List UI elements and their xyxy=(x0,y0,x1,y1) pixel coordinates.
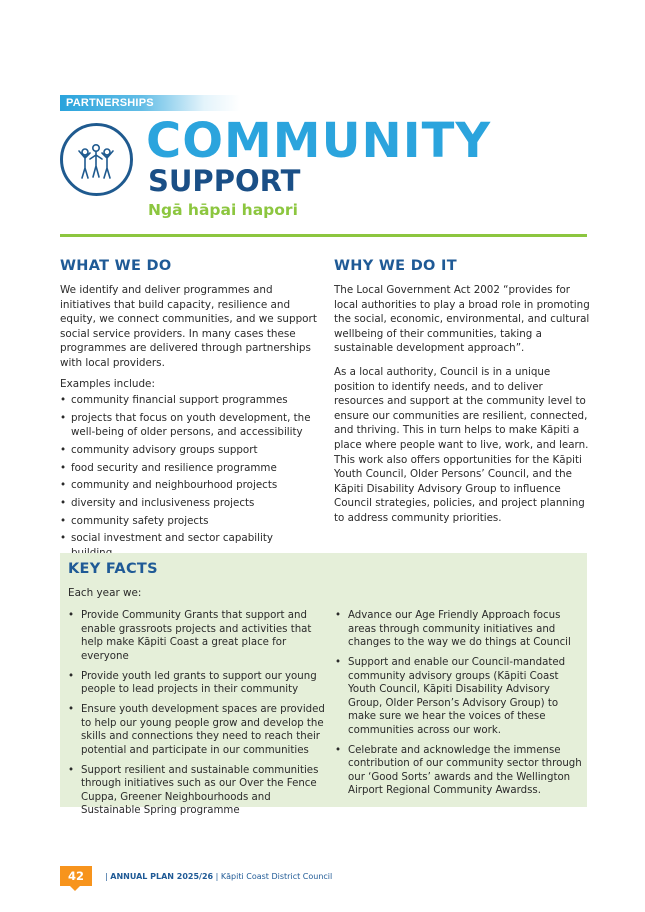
footer-separator: | xyxy=(215,872,219,881)
list-item: • community financial support programmes xyxy=(60,393,320,407)
section-tag: PARTNERSHIPS xyxy=(60,95,240,111)
footer-text xyxy=(105,872,332,881)
list-item: • Support and enable our Council-mandated community advisory groups (Kāpiti Coast Youth Council, Kāpiti Disability Advisory Group, Older Person’s Advisory Group) to make sure we hear the voices of these communities across our work. xyxy=(335,656,583,737)
what-we-do-heading: WHAT WE DO xyxy=(60,258,172,274)
page-subtitle: SUPPORT xyxy=(148,164,301,198)
footer-separator: | xyxy=(105,872,108,881)
key-facts-intro: Each year we: xyxy=(68,587,142,599)
why-paragraph-1: The Local Government Act 2002 “provides for local authorities to play a broad role in promoting the social, economic, environmental, and cultural wellbeing of their communities, taking a sustainable development approach”. xyxy=(334,284,590,355)
key-facts-left-column xyxy=(68,609,326,824)
people-celebrating-icon xyxy=(60,123,133,196)
examples-list xyxy=(60,393,320,560)
list-item: • projects that focus on youth development, the well-being of older persons, and accessibility xyxy=(60,411,320,440)
list-item: • Provide Community Grants that support and enable grassroots projects and activities that help make Kāpiti Coast a great place for everyone xyxy=(68,609,326,663)
why-paragraph-2: As a local authority, Council is in a unique position to identify needs, and to deliver resources and support at the community level to ensure our communities are resilient, connected, and thriving. This in turn helps to make Kāpiti a place where people want to live, work, and learn. This work also offers opportunities for the Kāpiti Youth Council, Older Persons’ Council, and the Kāpiti Disability Advisory Group to influence Council strategies, policies, and project planning to address community priorities. xyxy=(334,365,589,524)
examples-label: Examples include: xyxy=(60,377,155,390)
page-title: COMMUNITY xyxy=(146,113,492,169)
key-facts-right-column xyxy=(335,609,583,804)
list-item: • Celebrate and acknowledge the immense contribution of our community sector through our ‘Good Sorts’ awards and the Wellington Airport Regional Community Awardss. xyxy=(335,744,583,798)
footer-organisation: Kāpiti Coast District Council xyxy=(220,872,333,881)
what-we-do-column xyxy=(60,283,320,564)
page-footer xyxy=(60,866,460,888)
why-we-do-it-heading: WHY WE DO IT xyxy=(334,258,457,274)
list-item: • social investment and sector capability xyxy=(60,531,320,560)
list-item: • food security and resilience programme xyxy=(60,461,320,475)
key-facts-panel xyxy=(60,553,587,817)
list-item: • Support resilient and sustainable communities through initiatives such as our Over the Fence Cuppa, Greener Neighbourhoods and Sustainable Spring programme xyxy=(68,764,326,818)
key-facts-heading: KEY FACTS xyxy=(68,561,158,577)
page-number-tab xyxy=(70,886,80,891)
list-item: • community advisory groups support xyxy=(60,443,320,457)
why-we-do-it-column xyxy=(334,283,592,526)
list-item: • Ensure youth development spaces are provided to help our young people grow and develop the skills and connections they need to reach their potential and participate in our communities xyxy=(68,703,326,757)
divider-rule xyxy=(60,234,587,237)
what-we-do-paragraph: We identify and deliver programmes and initiatives that build capacity, resilience and equity, we connect communities, and we support social service providers. In many cases these programmes are delivered through partnerships with local providers. xyxy=(60,284,317,369)
list-item: • Advance our Age Friendly Approach focus areas through community initiatives and changes to the way we do things at Council xyxy=(335,609,583,650)
list-item: • community safety projects xyxy=(60,514,320,528)
list-item: • diversity and inclusiveness projects xyxy=(60,496,320,510)
footer-plan: ANNUAL PLAN 2025/26 xyxy=(110,872,214,881)
list-item: • community and neighbourhood projects xyxy=(60,478,320,492)
maori-title: Ngā hāpai hapori xyxy=(148,201,298,219)
page-number: 42 xyxy=(60,866,92,886)
list-item: • Provide youth led grants to support our young people to lead projects in their community xyxy=(68,670,326,697)
